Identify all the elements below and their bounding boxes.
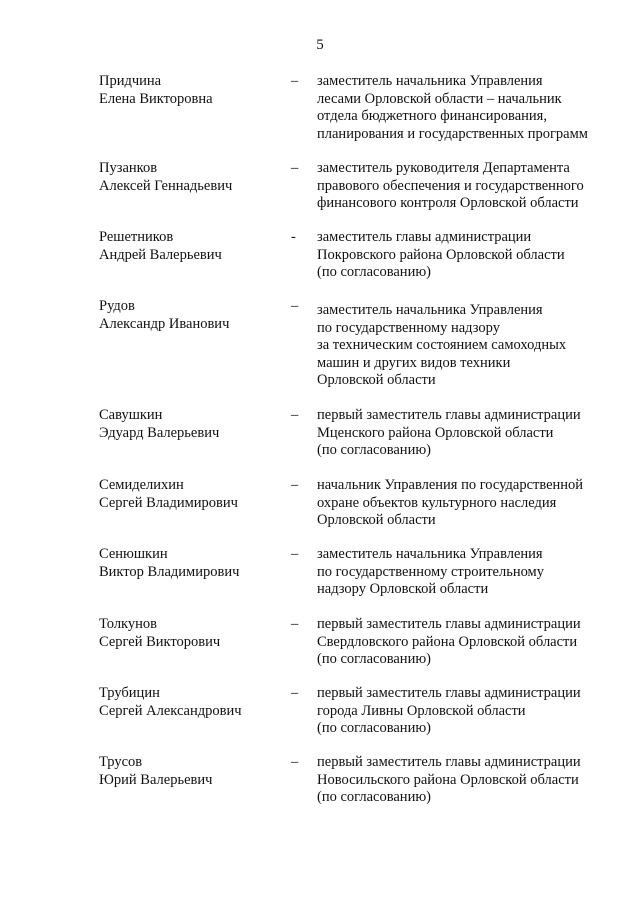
entry-semidelikhin <box>0 477 640 557</box>
position-text <box>317 546 617 599</box>
surname: Придчина <box>99 73 162 89</box>
position-line: Покровского района Орловской области <box>317 246 565 263</box>
position-line: по государственному надзору <box>317 319 500 336</box>
surname: Сенюшкин <box>99 546 168 562</box>
entry-puzankov <box>0 160 640 240</box>
dash: - <box>291 229 296 245</box>
dash: – <box>291 685 299 701</box>
position-line: Свердловского района Орловской области <box>317 633 578 650</box>
position-line: заместитель руководителя Департамента <box>317 160 570 176</box>
page-number: 5 <box>316 37 324 53</box>
given-names: Виктор Владимирович <box>99 563 240 580</box>
entry-pridchina <box>0 73 640 153</box>
position-line: надзору Орловской области <box>317 581 489 597</box>
position-text <box>317 477 617 530</box>
dash: – <box>291 616 299 632</box>
surname: Толкунов <box>99 616 158 632</box>
position-text <box>317 616 617 669</box>
given-names: Елена Викторовна <box>99 90 213 107</box>
position-line: первый заместитель главы администрации <box>317 616 581 632</box>
entry-reshetnikov <box>0 229 640 309</box>
position-line: (по согласованию) <box>317 264 431 280</box>
given-names: Андрей Валерьевич <box>99 246 222 263</box>
position-line: первый заместитель главы администрации <box>317 685 581 701</box>
given-names: Юрий Валерьевич <box>99 771 213 788</box>
position-line: Мценского района Орловской области <box>317 424 554 441</box>
dash: – <box>291 160 299 176</box>
surname: Рудов <box>99 298 135 314</box>
person-name <box>99 229 279 264</box>
entry-trubitsin <box>0 685 640 765</box>
position-text <box>317 754 617 807</box>
position-line: охране объектов культурного наследия <box>317 494 557 511</box>
given-names: Сергей Владимирович <box>99 494 238 511</box>
surname: Семиделихин <box>99 477 184 493</box>
position-line: (по согласованию) <box>317 789 431 805</box>
position-line: заместитель начальника Управления <box>317 302 543 318</box>
position-line: первый заместитель главы администрации <box>317 407 581 423</box>
given-names: Александр Иванович <box>99 315 230 332</box>
dash: – <box>291 298 299 314</box>
dash: – <box>291 73 299 89</box>
position-text <box>317 73 617 143</box>
surname: Решетников <box>99 229 174 245</box>
dash: – <box>291 477 299 493</box>
given-names: Сергей Викторович <box>99 633 221 650</box>
position-text <box>317 685 617 738</box>
position-line: заместитель начальника Управления <box>317 73 543 89</box>
person-name <box>99 616 279 651</box>
position-line: Новосильского района Орловской области <box>317 771 579 788</box>
position-line: (по согласованию) <box>317 720 431 736</box>
given-names: Эдуард Валерьевич <box>99 424 220 441</box>
entry-rudov <box>0 298 640 388</box>
position-line: правового обеспечения и государственного <box>317 177 584 194</box>
dash: – <box>291 754 299 770</box>
position-line: финансового контроля Орловской области <box>317 195 579 211</box>
entry-senyushkin <box>0 546 640 626</box>
surname: Савушкин <box>99 407 163 423</box>
person-name <box>99 160 279 195</box>
position-line: отдела бюджетного финансирования, <box>317 108 547 124</box>
position-text <box>317 160 617 213</box>
position-line: города Ливны Орловской области <box>317 702 526 719</box>
entry-tolkunov <box>0 616 640 696</box>
surname: Пузанков <box>99 160 158 176</box>
position-line: машин и других видов техники <box>317 354 511 371</box>
position-line: (по согласованию) <box>317 651 431 667</box>
person-name <box>99 407 279 442</box>
entry-trusov <box>0 754 640 834</box>
position-line: заместитель главы администрации <box>317 229 532 245</box>
position-line: по государственному строительному <box>317 563 544 580</box>
position-line: заместитель начальника Управления <box>317 546 543 562</box>
person-name <box>99 73 279 108</box>
surname: Трубицин <box>99 685 160 701</box>
given-names: Алексей Геннадьевич <box>99 177 233 194</box>
person-name <box>99 477 279 512</box>
position-line: лесами Орловской области – начальник <box>317 90 562 107</box>
person-name <box>99 754 279 789</box>
position-text <box>317 407 617 460</box>
position-line: первый заместитель главы администрации <box>317 754 581 770</box>
position-text <box>317 229 617 282</box>
dash: – <box>291 546 299 562</box>
position-line: Орловской области <box>317 372 436 388</box>
person-name <box>99 298 279 333</box>
position-line: Орловской области <box>317 512 436 528</box>
position-line: за техническим состоянием самоходных <box>317 337 567 353</box>
position-line: (по согласованию) <box>317 442 431 458</box>
dash: – <box>291 407 299 423</box>
given-names: Сергей Александрович <box>99 702 242 719</box>
surname: Трусов <box>99 754 143 770</box>
position-line: начальник Управления по государственной <box>317 477 584 493</box>
person-name <box>99 685 279 720</box>
entry-savushkin <box>0 407 640 487</box>
position-line: планирования и государственных программ <box>317 125 588 142</box>
person-name <box>99 546 279 581</box>
position-text <box>317 302 617 390</box>
